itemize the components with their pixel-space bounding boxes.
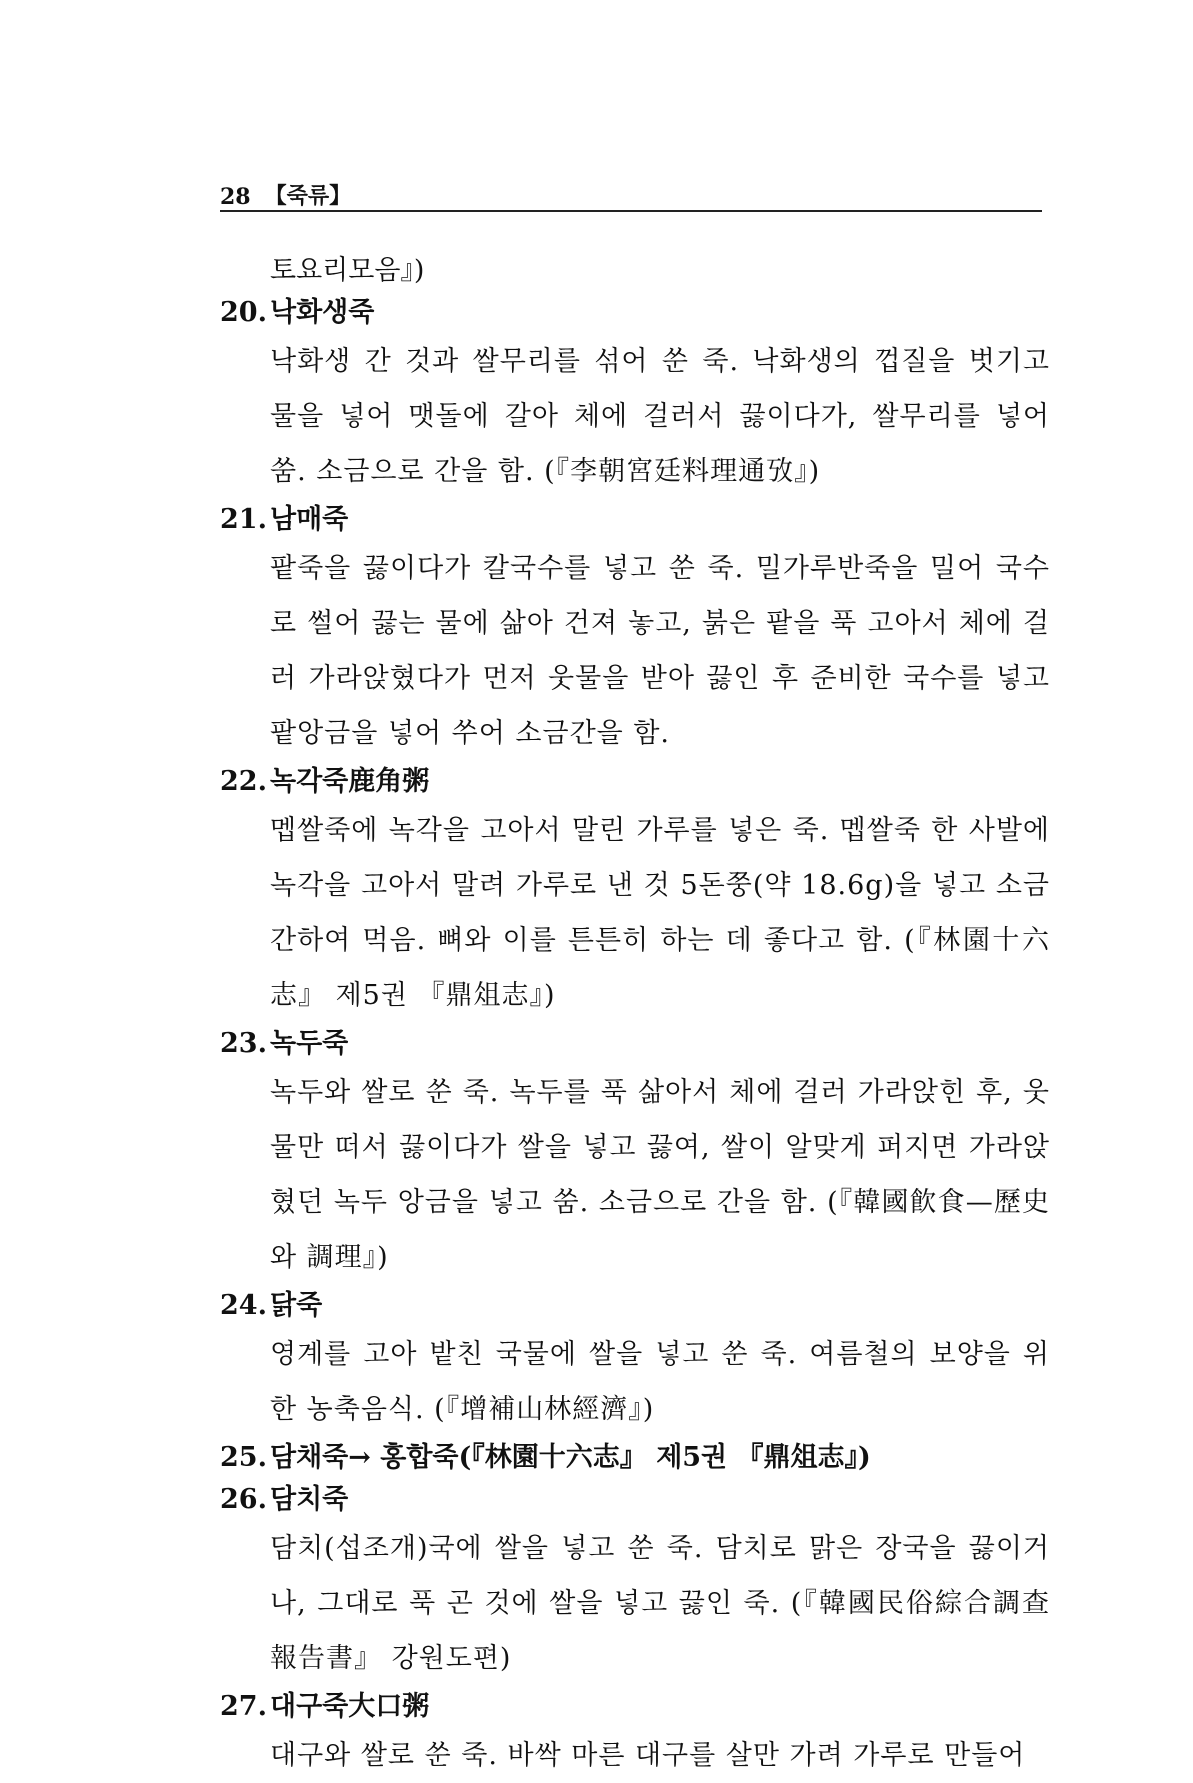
entry-number: 22.: [220, 766, 267, 797]
entry-26: [220, 1479, 1050, 1686]
entry-23: [220, 1023, 1050, 1285]
entry-title: 남매죽: [270, 504, 349, 535]
entry-number: 26.: [220, 1484, 267, 1515]
entry-head: [220, 1686, 1050, 1728]
content-area: [220, 250, 1050, 1783]
header-rule: [220, 210, 1042, 212]
entry-number: 24.: [220, 1290, 267, 1321]
entry-number: 21.: [220, 504, 267, 535]
entry-title: 담채죽→ 홍합죽(『林園十六志』 제5권 『鼎俎志』): [270, 1442, 871, 1473]
entry-title: 대구죽大口粥: [270, 1691, 430, 1722]
entry-title: 담치죽: [270, 1484, 349, 1515]
page-number: 28: [220, 184, 251, 210]
entry-head: [220, 1437, 1050, 1479]
entry-body: 대구와 쌀로 쑨 죽. 바싹 마른 대구를 살만 가려 가루로 만들어: [270, 1740, 1026, 1771]
entry-number: 27.: [220, 1691, 267, 1722]
entry-24: [220, 1285, 1050, 1437]
entry-body: 녹두와 쌀로 쑨 죽. 녹두를 푹 삶아서 체에 걸러 가라앉힌 후, 웃물만 떠서 끓이다가 쌀을 넣고 끓여, 쌀이 알맞게 퍼지면 가라앉혔던 녹두 앙금을 넣고 쑴. 소금으로 간을 함. (『韓國飮食—歷史와 調理』): [270, 1077, 1050, 1273]
entry-body: 팥죽을 끓이다가 칼국수를 넣고 쑨 죽. 밀가루반죽을 밀어 국수로 썰어 끓는 물에 삶아 건져 놓고, 붉은 팥을 푹 고아서 체에 걸러 가라앉혔다가 먼저 웃물을 받아 끓인 후 준비한 국수를 넣고 팥앙금을 넣어 쑤어 소금간을 함.: [270, 553, 1050, 749]
entry-number: 23.: [220, 1028, 267, 1059]
entry-body: 영계를 고아 밭친 국물에 쌀을 넣고 쑨 죽. 여름철의 보양을 위한 농축음식. (『增補山林經濟』): [270, 1339, 1050, 1425]
entry-27: [220, 1686, 1050, 1783]
entry-20: [220, 292, 1050, 499]
entry-head: [220, 761, 1050, 803]
entry-title: 닭죽: [270, 1290, 323, 1321]
entry-head: [220, 1479, 1050, 1521]
entry-22: [220, 761, 1050, 1023]
continued-text: 토요리모음』): [270, 255, 425, 286]
entry-title: 녹두죽: [270, 1028, 349, 1059]
entry-number: 25.: [220, 1442, 267, 1473]
entry-25: [220, 1437, 1050, 1479]
entry-body: 멥쌀죽에 녹각을 고아서 말린 가루를 넣은 죽. 멥쌀죽 한 사발에 녹각을 고아서 말려 가루로 낸 것 5돈쭝(약 18.6g)을 넣고 소금간하여 먹음. 뼈와 이를 튼튼히 하는 데 좋다고 함. (『林園十六志』 제5권 『鼎俎志』): [270, 815, 1050, 1011]
entry-title: 녹각죽鹿角粥: [270, 766, 430, 797]
entry-body: 담치(섭조개)국에 쌀을 넣고 쑨 죽. 담치로 맑은 장국을 끓이거나, 그대로 푹 곤 것에 쌀을 넣고 끓인 죽. (『韓國民俗綜合調查報告書』 강원도편): [270, 1533, 1050, 1674]
page-header: [220, 170, 1040, 210]
entry-21: [220, 499, 1050, 761]
entry-body: 낙화생 간 것과 쌀무리를 섞어 쑨 죽. 낙화생의 껍질을 벗기고 물을 넣어 맷돌에 갈아 체에 걸러서 끓이다가, 쌀무리를 넣어 쑴. 소금으로 간을 함. (『李朝宮廷料理通攷』): [270, 346, 1050, 487]
entry-title: 낙화생죽: [270, 297, 375, 328]
entry-head: [220, 1023, 1050, 1065]
entry-head: [220, 499, 1050, 541]
entry-head: [220, 292, 1050, 334]
section-title: 【죽류】: [264, 183, 352, 209]
entry-head: [220, 1285, 1050, 1327]
entry-number: 20.: [220, 297, 267, 328]
